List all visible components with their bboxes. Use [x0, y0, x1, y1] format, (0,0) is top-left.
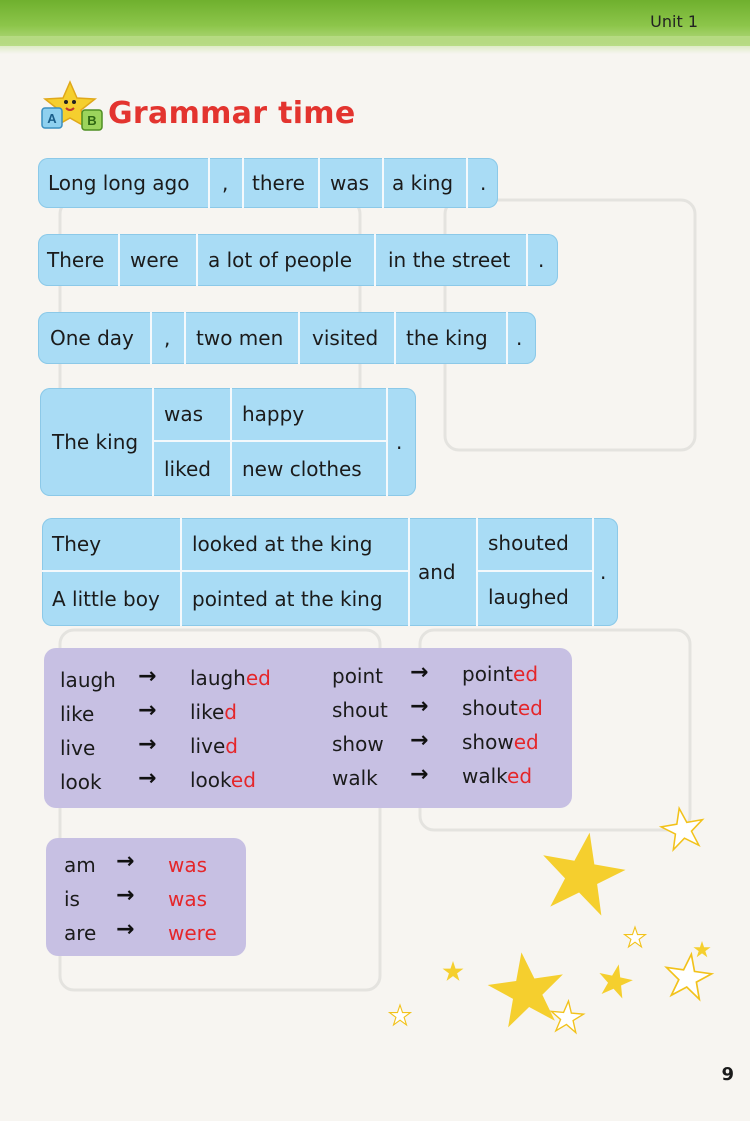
outline-star-icon	[390, 1005, 411, 1025]
strip-cell: two men	[196, 326, 284, 350]
logo-letter-a: A	[47, 111, 57, 126]
strip-cell: .	[516, 326, 523, 350]
verb-suffix: ed	[513, 730, 539, 754]
strip-cell: were	[130, 248, 179, 272]
arrow-icon: →	[138, 766, 157, 791]
verb-base: show	[332, 732, 384, 756]
big-star-icon	[484, 947, 569, 1029]
verb-base: laugh	[60, 668, 116, 692]
arrow-icon: →	[138, 732, 157, 757]
page-number: 9	[721, 1064, 734, 1085]
verb-suffix: d	[225, 734, 238, 758]
arrow-icon: →	[116, 849, 135, 874]
strip-cell: visited	[312, 326, 379, 350]
small-star-icon	[443, 961, 464, 981]
section-title: Grammar time	[108, 96, 356, 131]
strip-cell: liked	[164, 457, 211, 481]
be-base: are	[64, 921, 97, 945]
small-star-icon	[693, 941, 710, 957]
be-past: was	[168, 853, 208, 877]
strip-cell: a lot of people	[208, 248, 353, 272]
unit-label: Unit 1	[650, 12, 698, 31]
verb-base: point	[332, 664, 384, 688]
logo-letter-b: B	[87, 113, 97, 128]
verb-base: walk	[332, 766, 378, 790]
verb-suffix: ed	[507, 764, 533, 788]
strip-cell: The king	[52, 430, 139, 454]
strip-cell: .	[396, 430, 403, 454]
verb-stem: show	[462, 730, 514, 754]
strip-cell: ,	[164, 326, 171, 350]
verb-stem: point	[462, 662, 514, 686]
outline-star-icon	[625, 927, 646, 947]
strip-cell: laughed	[488, 585, 569, 609]
be-past: were	[168, 921, 217, 945]
verb-base: live	[60, 736, 96, 760]
outline-star-icon	[659, 805, 707, 851]
verb-base: look	[60, 770, 102, 794]
verb-suffix: ed	[245, 666, 271, 690]
strip-cell: pointed at the king	[192, 587, 383, 611]
be-past: was	[168, 887, 208, 911]
strip-cell: and	[418, 560, 456, 584]
strip-cell: happy	[242, 402, 305, 426]
verb-stem: walk	[462, 764, 508, 788]
small-star-icon	[595, 961, 635, 1000]
arrow-icon: →	[410, 762, 429, 787]
strip-cell: a king	[392, 171, 454, 195]
strip-cell: shouted	[488, 531, 569, 555]
verb-stem: look	[190, 768, 231, 792]
verb-base: shout	[332, 698, 388, 722]
strip-cell: They	[52, 532, 102, 556]
big-star-icon	[535, 825, 631, 918]
strip-cell: was	[164, 402, 204, 426]
verb-stem: laugh	[190, 666, 246, 690]
verb-base: like	[60, 702, 95, 726]
outline-star-icon	[663, 951, 714, 1000]
verb-suffix: ed	[517, 696, 543, 720]
verb-stem: live	[190, 734, 226, 758]
strip-cell: in the street	[388, 248, 511, 272]
strip-cell: There	[47, 248, 105, 272]
strip-cell: One day	[50, 326, 134, 350]
arrow-icon: →	[138, 698, 157, 723]
strip-cell: A little boy	[52, 587, 160, 611]
arrow-icon: →	[410, 660, 429, 685]
strip-cell: .	[538, 248, 545, 272]
outline-star-icon	[550, 1000, 585, 1033]
arrow-icon: →	[410, 694, 429, 719]
verb-suffix: d	[224, 700, 237, 724]
arrow-icon: →	[116, 917, 135, 942]
strip-cell: ,	[222, 171, 229, 195]
verb-stem: shout	[462, 696, 518, 720]
be-base: am	[64, 853, 96, 877]
arrow-icon: →	[410, 728, 429, 753]
strip-cell: new clothes	[242, 457, 362, 481]
strip-cell: looked at the king	[192, 532, 373, 556]
verb-suffix: ed	[513, 662, 539, 686]
strip-cell: Long long ago	[48, 171, 190, 195]
arrow-icon: →	[138, 664, 157, 689]
arrow-icon: →	[116, 883, 135, 908]
strip-cell: was	[330, 171, 370, 195]
verb-suffix: ed	[230, 768, 256, 792]
be-base: is	[64, 887, 80, 911]
strip-cell: .	[600, 560, 607, 584]
verb-stem: like	[190, 700, 225, 724]
strip-cell: the king	[406, 326, 488, 350]
strip-cell: there	[252, 171, 305, 195]
strip-cell: .	[480, 171, 487, 195]
